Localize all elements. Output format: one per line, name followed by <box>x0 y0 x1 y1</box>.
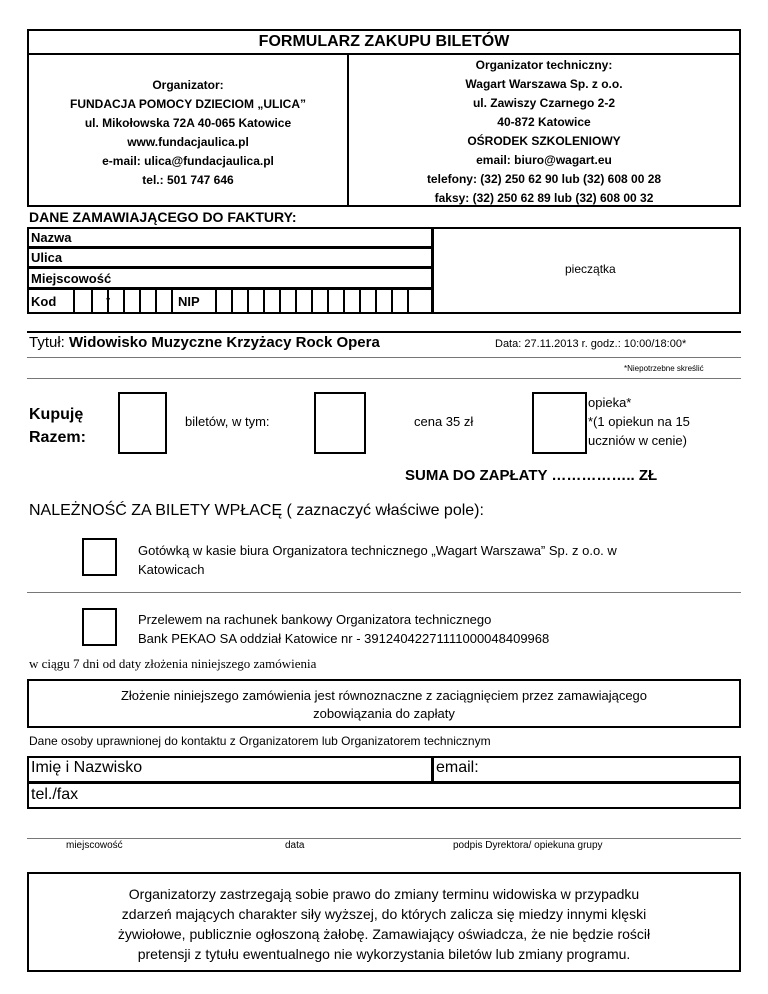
guardian-box[interactable] <box>532 392 587 454</box>
show-separator <box>27 357 741 358</box>
contact-email-label: email: <box>436 759 479 776</box>
organizer-info <box>29 76 347 190</box>
billing-street-row[interactable] <box>27 247 433 268</box>
show-date: Data: 27.11.2013 r. godz.: 10:00/18:00* <box>495 338 687 350</box>
organizer-email: e-mail: ulica@fundacjaulica.pl <box>102 154 274 168</box>
disclaimer-line4: pretensji z tytułu ewentualnego nie wykorzystania biletów lub zmiany programu. <box>137 946 631 962</box>
organizer-tel: tel.: 501 747 646 <box>142 173 234 187</box>
guardian-label-line1: opieka* <box>588 395 632 410</box>
contact-phone-field[interactable] <box>27 782 741 809</box>
signature-date-label: data <box>285 840 305 851</box>
stamp-label: pieczątka <box>565 262 616 276</box>
tech-organizer-phones: telefony: (32) 250 62 90 lub (32) 608 00 28 <box>426 172 662 186</box>
nip-cell-divider <box>295 290 297 312</box>
organizer-web: www.fundacjaulica.pl <box>127 135 249 149</box>
signature-line <box>27 838 741 839</box>
obligation-line2: zobowiązania do zapłaty <box>313 706 455 721</box>
guardian-label-line2: *(1 opiekun na 15 <box>588 414 690 429</box>
billing-city-label: Miejscowość <box>31 271 112 286</box>
guardian-label-line3: uczniów w cenie) <box>588 433 687 448</box>
billing-code-label: Kod <box>31 294 57 309</box>
total-amount: SUMA DO ZAPŁATY …………….. ZŁ <box>405 467 658 484</box>
show-title-line <box>29 333 380 353</box>
code-cell-divider <box>91 290 93 312</box>
transfer-payment-checkbox[interactable] <box>82 608 117 646</box>
cash-payment-line1: Gotówką w kasie biura Organizatora technicznego „Wagart Warszawa” Sp. z o.o. w <box>138 543 617 558</box>
nip-cell-divider <box>231 290 233 312</box>
cash-payment-checkbox[interactable] <box>82 538 117 576</box>
tech-organizer-info <box>349 56 739 208</box>
show-footnote: *Niepotrzebne skreślić <box>624 364 704 373</box>
tickets-label: biletów, w tym: <box>185 414 270 429</box>
tech-organizer-name: Wagart Warszawa Sp. z o.o. <box>465 77 623 91</box>
contact-phone-label: tel./fax <box>31 786 79 803</box>
transfer-payment-line2: Bank PEKAO SA oddział Katowice nr - 39124042271111000048409968 <box>138 631 550 646</box>
buy-label-line1: Kupuję <box>29 406 84 423</box>
guardian-label <box>588 393 690 450</box>
tech-organizer-city: 40-872 Katowice <box>497 115 591 129</box>
code-cell-divider <box>139 290 141 312</box>
disclaimer-line2: zdarzeń mających charakter siły wyższej, do których zalicza się miedzy innymi klęski <box>121 906 647 922</box>
organizer-address: ul. Mikołowska 72A 40-065 Katowice <box>84 116 292 130</box>
show-title-prefix: Tytuł: <box>29 334 65 351</box>
code-cell-divider <box>123 290 125 312</box>
payment-heading: NALEŻNOŚĆ ZA BILETY WPŁACĘ ( zaznaczyć właściwe pole): <box>29 502 484 519</box>
tech-organizer-email: email: biuro@wagart.eu <box>476 153 612 167</box>
transfer-payment-label <box>138 610 549 648</box>
billing-street-label: Ulica <box>31 250 63 265</box>
contact-heading: Dane osoby uprawnionej do kontaktu z Organizatorem lub Organizatorem technicznym <box>29 734 491 748</box>
cash-payment-label <box>138 541 617 579</box>
price-label: cena 35 zł <box>414 414 474 429</box>
nip-cell-divider <box>215 290 217 312</box>
nip-cell-divider <box>279 290 281 312</box>
code-cell-divider <box>73 290 75 312</box>
billing-name-label: Nazwa <box>31 230 72 245</box>
nip-cell-divider <box>327 290 329 312</box>
billing-nip-label: NIP <box>178 294 200 309</box>
obligation-box <box>27 679 741 728</box>
nip-cell-divider <box>247 290 249 312</box>
tech-organizer-street: ul. Zawiszy Czarnego 2-2 <box>472 96 616 110</box>
disclaimer-box <box>27 872 741 972</box>
total-tickets-box[interactable] <box>118 392 167 454</box>
payment-deadline: w ciągu 7 dni od daty złożenia niniejszego zamówienia <box>29 656 317 671</box>
contact-name-label: Imię i Nazwisko <box>31 759 143 776</box>
nip-label-divider <box>171 290 173 312</box>
nip-cell-divider <box>359 290 361 312</box>
code-cell-divider <box>155 290 157 312</box>
disclaimer-line1: Organizatorzy zastrzegają sobie prawo do zmiany terminu widowiska w przypadku <box>128 886 640 902</box>
nip-cell-divider <box>391 290 393 312</box>
disclaimer-line3: żywiołowe, publicznie ogłoszoną żałobę. Zamawiający oświadcza, że nie będzie rościł <box>117 926 651 942</box>
signature-sign-label: podpis Dyrektora/ opiekuna grupy <box>453 840 603 851</box>
buy-label <box>29 403 86 449</box>
title-divider <box>27 53 741 55</box>
nip-cell-divider <box>407 290 409 312</box>
nip-cell-divider <box>343 290 345 312</box>
nip-cell-divider <box>263 290 265 312</box>
nip-cell-divider <box>375 290 377 312</box>
payment-separator <box>27 592 741 593</box>
billing-code-dash: - <box>106 290 111 305</box>
buy-label-line2: Razem: <box>29 429 86 446</box>
billing-heading: DANE ZAMAWIAJĄCEGO DO FAKTURY: <box>29 209 297 225</box>
paid-tickets-box[interactable] <box>314 392 366 454</box>
show-title: Widowisko Muzyczne Krzyżacy Rock Opera <box>69 334 380 351</box>
billing-name-row[interactable] <box>27 227 433 248</box>
transfer-payment-line1: Przelewem na rachunek bankowy Organizatora technicznego <box>138 612 492 627</box>
nip-cell-divider <box>311 290 313 312</box>
show-bottom-line <box>27 378 741 379</box>
tech-organizer-heading: Organizator techniczny: <box>475 58 613 72</box>
organizer-heading: Organizator: <box>152 78 224 92</box>
billing-code-row <box>27 288 433 314</box>
signature-place-label: miejscowość <box>66 840 123 851</box>
organizer-name: FUNDACJA POMOCY DZIECIOM „ULICA” <box>69 97 306 111</box>
cash-payment-line2: Katowicach <box>138 562 205 577</box>
form-title: FORMULARZ ZAKUPU BILETÓW <box>258 33 510 50</box>
tech-organizer-center: OŚRODEK SZKOLENIOWY <box>467 134 621 148</box>
obligation-line1: Złożenie niniejszego zamówienia jest równoznaczne z zaciągnięciem przez zamawiającego <box>120 688 648 703</box>
tech-organizer-fax: faksy: (32) 250 62 89 lub (32) 608 00 32 <box>434 191 654 205</box>
